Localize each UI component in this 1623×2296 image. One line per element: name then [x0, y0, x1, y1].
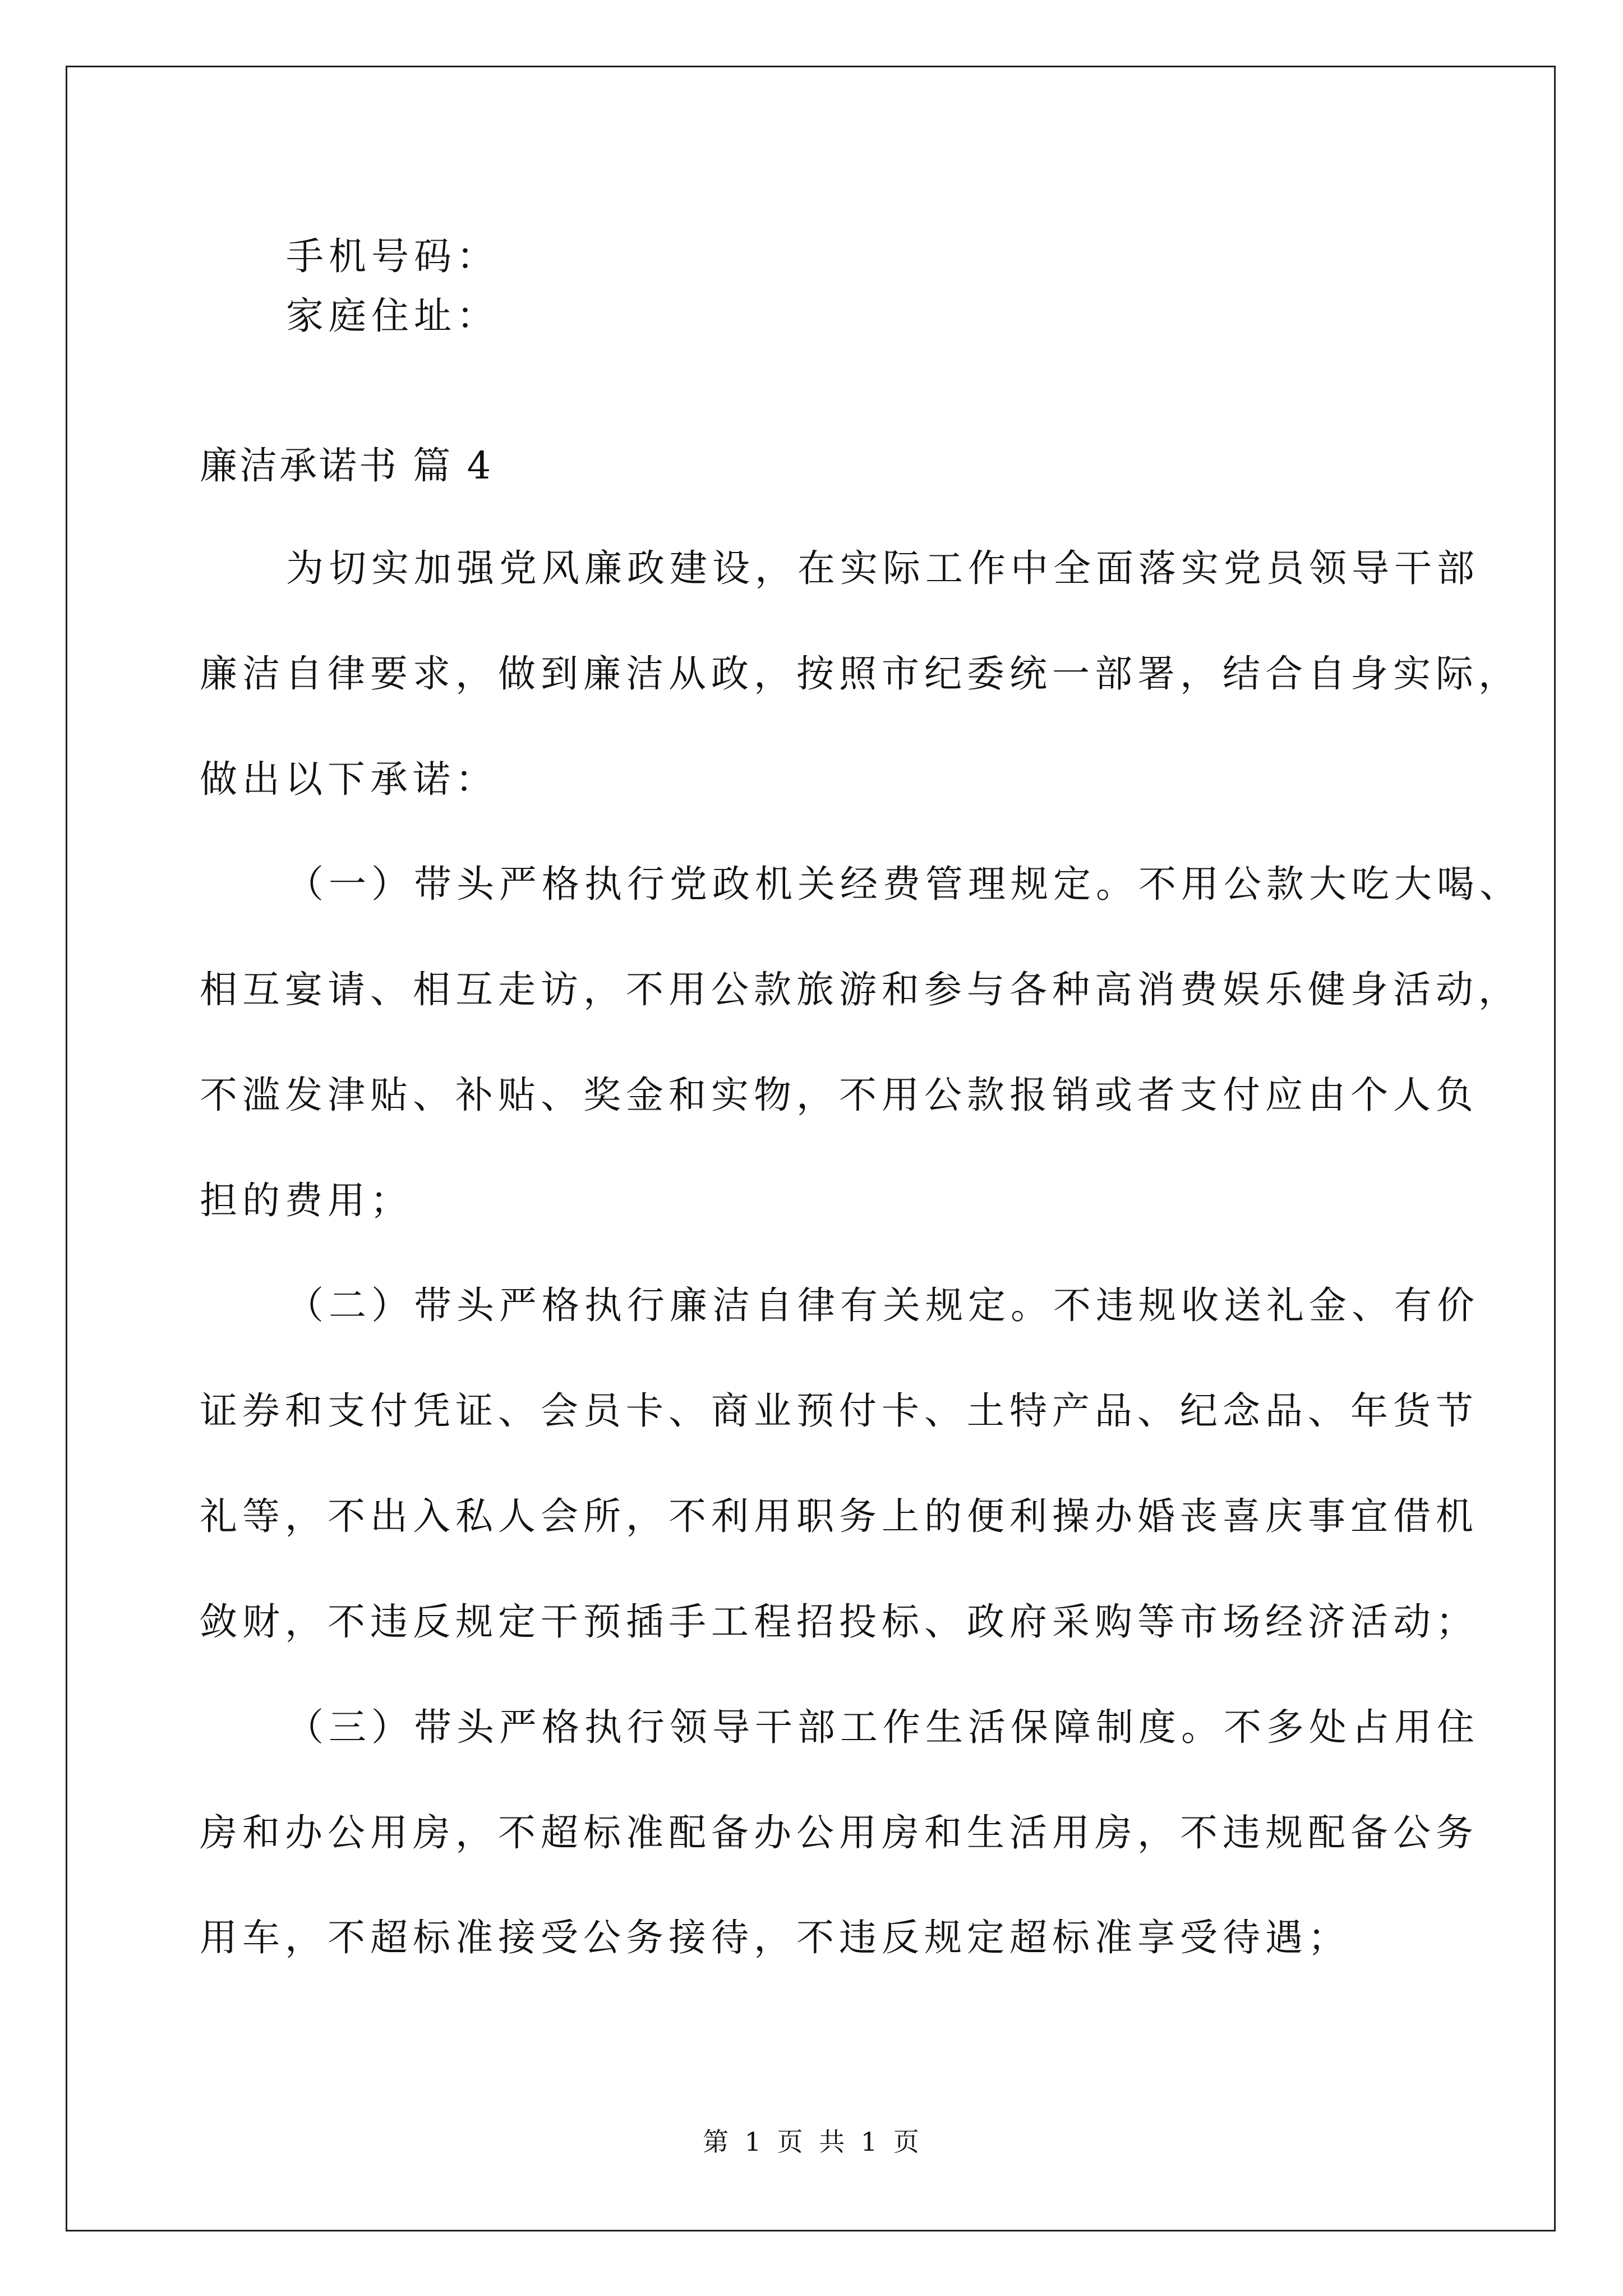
intro-line-3: 做出以下承诺：: [200, 757, 498, 801]
item2-line-3: 礼等，不出入私人会所，不利用职务上的便利操办婚丧喜庆事宜借机: [200, 1494, 1478, 1538]
item1-line-1: （一）带头严格执行党政机关经费管理规定。不用公款大吃大喝、: [286, 862, 1522, 906]
section-title: 廉洁承诺书 篇 4: [200, 444, 494, 487]
item3-line-3: 用车，不超标准接受公务接待，不违反规定超标准享受待遇；: [200, 1916, 1350, 1959]
item2-line-2: 证券和支付凭证、会员卡、商业预付卡、土特产品、纪念品、年货节: [200, 1389, 1478, 1433]
phone-label: 手机号码：: [286, 234, 499, 278]
item3-line-1: （三）带头严格执行领导干部工作生活保障制度。不多处占用住: [286, 1705, 1479, 1749]
address-label: 家庭住址：: [286, 294, 499, 338]
intro-line-2: 廉洁自律要求，做到廉洁从政，按照市纪委统一部署，结合自身实际，: [200, 652, 1521, 696]
intro-line-1: 为切实加强党风廉政建设，在实际工作中全面落实党员领导干部: [286, 546, 1479, 590]
item1-line-3: 不滥发津贴、补贴、奖金和实物，不用公款报销或者支付应由个人负: [200, 1073, 1478, 1117]
item2-line-1: （二）带头严格执行廉洁自律有关规定。不违规收送礼金、有价: [286, 1283, 1479, 1327]
item1-line-2: 相互宴请、相互走访，不用公款旅游和参与各种高消费娱乐健身活动，: [200, 968, 1521, 1011]
item3-line-2: 房和办公用房，不超标准配备办公用房和生活用房，不违规配备公务: [200, 1811, 1478, 1855]
page-footer: 第 1 页 共 1 页: [703, 2127, 920, 2157]
item1-line-4: 担的费用；: [200, 1179, 413, 1222]
page-border: [66, 66, 1556, 2231]
item2-line-4: 敛财，不违反规定干预插手工程招投标、政府采购等市场经济活动；: [200, 1600, 1478, 1644]
